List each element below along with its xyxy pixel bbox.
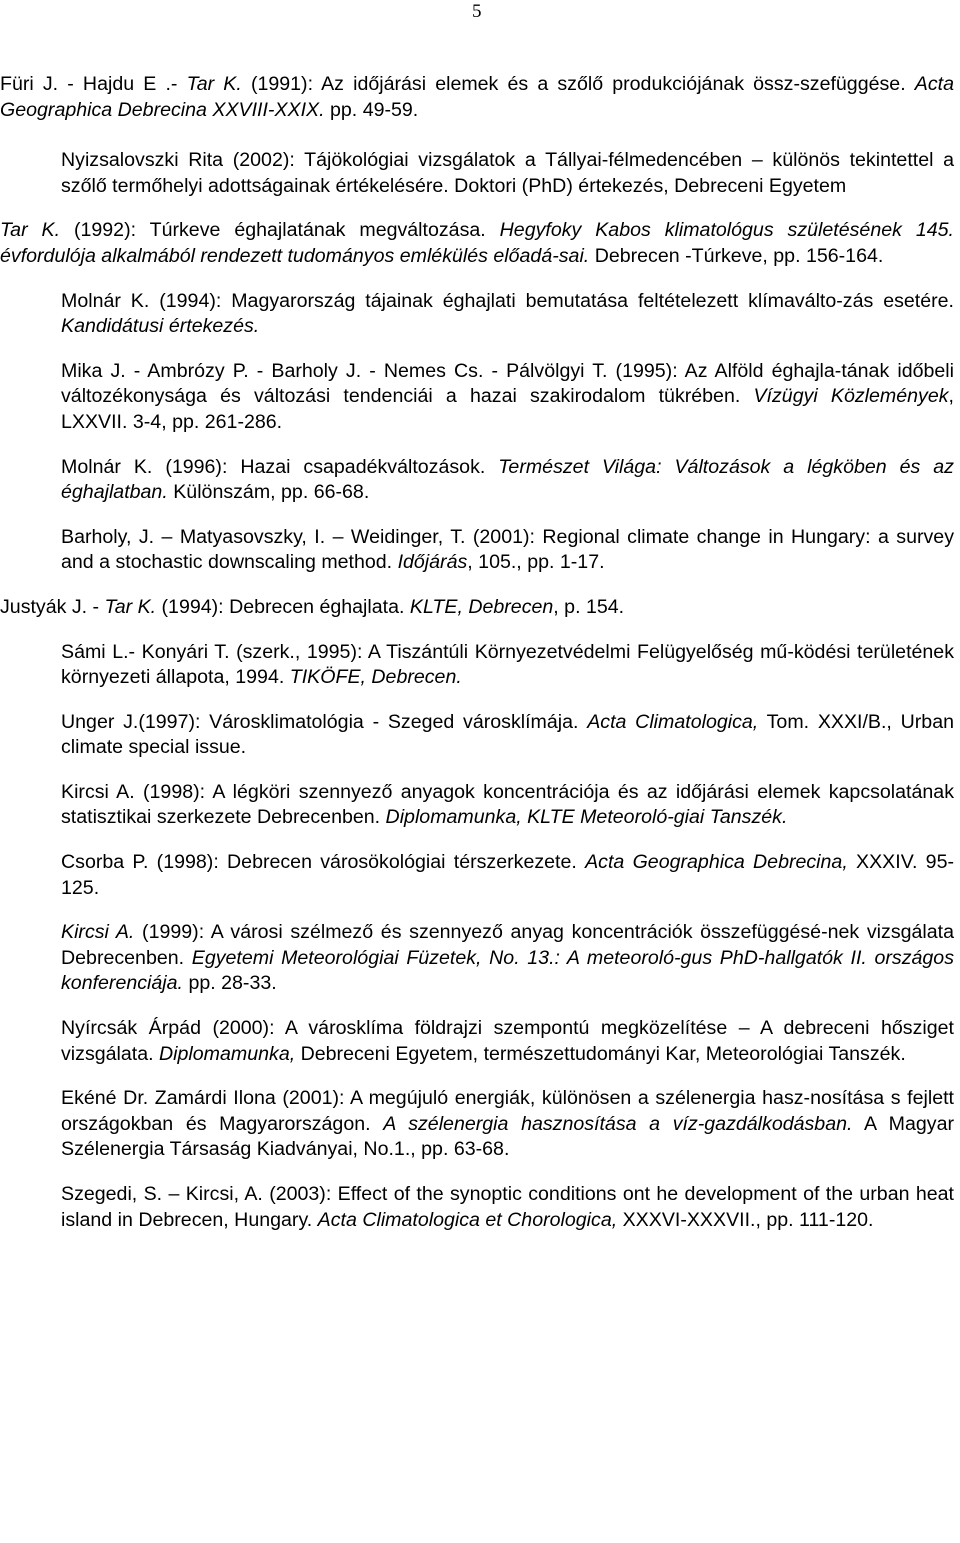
page-number: 5 bbox=[472, 1, 482, 22]
reference-text: Tom. XXXI/B., Urban climate special issue. bbox=[61, 710, 954, 759]
reference-text: , LXXVII. 3-4, pp. 261-286. bbox=[61, 385, 954, 433]
reference-text: XXXIV. 95-125. bbox=[61, 851, 954, 899]
reference-text: Debrecen -Túrkeve, pp. 156-164. bbox=[589, 244, 884, 267]
reference-text: Debreceni Egyetem, természettudományi Kar, Meteorológiai Tanszék. bbox=[295, 1042, 906, 1065]
reference-text: Molnár K. (1996): Hazai csapadékváltozások. bbox=[61, 455, 499, 478]
reference-entry bbox=[0, 525, 960, 576]
reference-text: (1991): Az időjárási elemek és a szőlő produkciójának össz-szefüggése. bbox=[241, 73, 915, 95]
reference-text: A Magyar Szélenergia Társaság Kiadványai, No.1., pp. 63-68. bbox=[61, 1112, 954, 1161]
reference-text: (1994): Debrecen éghajlata. bbox=[156, 595, 410, 618]
reference-entry bbox=[0, 640, 960, 691]
reference-text: Unger J.(1997): Városklimatológia - Szeged városklímája. bbox=[61, 710, 588, 733]
reference-entry bbox=[0, 1086, 960, 1163]
reference-italic-text: Időjárás bbox=[397, 551, 468, 574]
reference-text: XXXVI-XXXVII., pp. 111-120. bbox=[617, 1208, 874, 1231]
reference-text: Justyák J. - bbox=[0, 595, 105, 618]
reference-text: Sámi L.- Konyári T. (szerk., 1995): A Tiszántúli Környezetvédelmi Felügyelőség mű-ködési területének környezeti állapota, 1994. bbox=[61, 640, 954, 689]
reference-entry bbox=[0, 710, 960, 761]
reference-entry bbox=[0, 289, 960, 340]
reference-text: , 105., pp. 1-17. bbox=[467, 551, 605, 574]
reference-italic-text: KLTE, Debrecen bbox=[409, 595, 554, 618]
reference-text: pp. 49-59. bbox=[324, 98, 419, 121]
reference-text: (1999): A városi szélmező és szennyező anyag koncentrációk összefüggésé-nek vizsgálata Debrecenben. bbox=[61, 921, 955, 969]
reference-entry bbox=[0, 218, 960, 269]
reference-italic-text: Vízügyi Közlemények bbox=[753, 385, 949, 408]
reference-text: pp. 28-33. bbox=[183, 972, 277, 995]
reference-entry bbox=[0, 850, 960, 901]
reference-italic-text: Kircsi A. bbox=[61, 921, 135, 944]
reference-italic-text: Kandidátusi értekezés. bbox=[61, 315, 260, 338]
reference-italic-text: Acta Geographica Debrecina, bbox=[585, 851, 848, 874]
reference-entry bbox=[0, 1016, 960, 1067]
reference-list bbox=[0, 72, 960, 1233]
reference-text: Különszám, pp. 66-68. bbox=[167, 481, 370, 504]
reference-italic-text: Tar K. bbox=[104, 595, 157, 618]
reference-italic-text: Diplomamunka, bbox=[159, 1042, 296, 1065]
reference-entry bbox=[0, 920, 960, 997]
reference-italic-text: A szélenergia hasznosítása a víz-gazdálkodásban. bbox=[383, 1112, 853, 1135]
reference-italic-text: Egyetemi Meteorológiai Füzetek, No. 13.: A meteoroló-gus PhD-hallgatók II. országos konferenciája. bbox=[61, 946, 954, 995]
reference-entry bbox=[0, 359, 960, 436]
reference-entry bbox=[0, 595, 960, 621]
reference-entry bbox=[0, 72, 960, 123]
reference-text: Ekéné Dr. Zamárdi Ilona (2001): A megújuló energiák, különösen a szélenergia hasz-nosítása s fejlett országokban és Magyarországon. bbox=[61, 1087, 954, 1135]
reference-text: Füri J. - Hajdu E .- bbox=[0, 73, 187, 95]
reference-italic-text: TIKÖFE, Debrecen. bbox=[289, 666, 462, 689]
reference-entry bbox=[0, 780, 960, 831]
reference-text: , p. 154. bbox=[553, 595, 625, 618]
reference-italic-text: Tar K. bbox=[0, 219, 61, 242]
reference-text: Barholy, J. – Matyasovszky, I. – Weidinger, T. (2001): Regional climate change in Hungary: a survey and a stochastic downscaling method. bbox=[61, 525, 954, 574]
reference-italic-text: Acta Climatologica, bbox=[587, 710, 759, 733]
reference-italic-text: Acta Climatologica et Chorologica, bbox=[317, 1208, 618, 1231]
reference-italic-text: Diplomamunka, KLTE Meteoroló-giai Tanszék. bbox=[385, 806, 788, 829]
reference-text: Nyizsalovszki Rita (2002): Tájökológiai vizsgálatok a Tállyai-félmedencében – különös tekintettel a szőlő termőhelyi adottságainak értékelésére. Doktori (PhD) értekezés, Debreceni Egyetem bbox=[61, 149, 954, 197]
reference-italic-text: Tar K. bbox=[186, 73, 242, 95]
reference-text: Kircsi A. (1998): A légköri szennyező anyagok koncentrációja és az időjárási elemek kapcsolatának statisztikai szerkezete Debrecenben. bbox=[61, 780, 954, 829]
reference-italic-text: Acta Geographica Debrecina XXVIII-XXIX. bbox=[0, 73, 954, 121]
reference-text: Nyírcsák Árpád (2000): A városklíma földrajzi szempontú megközelítése – A debreceni hősziget vizsgálata. bbox=[61, 1017, 954, 1065]
reference-italic-text: Természet Világa: Változások a légköben és az éghajlatban. bbox=[61, 455, 954, 504]
reference-italic-text: Hegyfoky Kabos klimatológus születésének 145. évfordulója alkalmából rendezett tudományos emlékülés előadá-sai. bbox=[0, 219, 954, 267]
reference-entry bbox=[0, 148, 960, 199]
reference-entry bbox=[0, 455, 960, 506]
reference-entry bbox=[0, 1182, 960, 1233]
reference-text: (1992): Túrkeve éghajlatának megváltozása. bbox=[60, 219, 500, 242]
reference-text: Mika J. - Ambrózy P. - Barholy J. - Nemes Cs. - Pálvölgyi T. (1995): Az Alföld éghajla-tának időbeli változékonysága és változási tendenciái a hazai szakirodalom tükrében. bbox=[61, 359, 954, 408]
reference-text: Csorba P. (1998): Debrecen városökológiai térszerkezete. bbox=[61, 851, 586, 874]
reference-text: Szegedi, S. – Kircsi, A. (2003): Effect of the synoptic conditions ont he development of the urban heat island in Debrecen, Hungary. bbox=[61, 1183, 954, 1231]
reference-text: Molnár K. (1994): Magyarország tájainak éghajlati bemutatása feltételezett klímaválto-zás esetére. bbox=[61, 289, 954, 312]
